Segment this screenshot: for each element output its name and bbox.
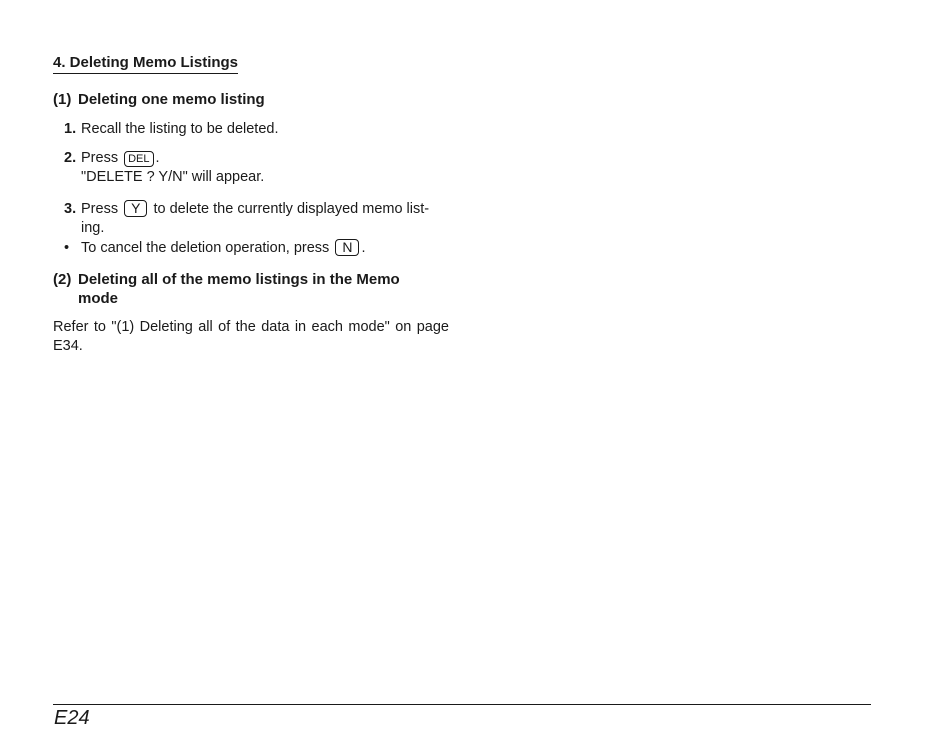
bullet-text-post: .: [361, 240, 366, 256]
reference-paragraph: Refer to "(1) Deleting all of the data in each mode" on page E34.: [53, 319, 449, 354]
step-text-post: .: [155, 150, 160, 166]
step-text-pre: Press: [81, 201, 119, 217]
step-text-continued: ing.: [81, 220, 105, 236]
section-title: 4. Deleting Memo Listings: [53, 54, 238, 74]
del-key-icon: DEL: [124, 151, 153, 167]
y-key-icon: Y: [124, 200, 147, 217]
step-text-post: to delete the currently displayed memo list-: [153, 201, 430, 217]
step-2: [64, 149, 264, 187]
page-number: E24: [54, 707, 90, 729]
step-text: Recall the listing to be deleted.: [81, 121, 279, 137]
n-key-icon: N: [335, 239, 359, 256]
subsection-title-delete-one: [53, 90, 265, 109]
subsection-number: (1): [53, 91, 72, 108]
step-text-continued: "DELETE ? Y/N" will appear.: [81, 169, 265, 185]
subsection-heading-line1: Deleting all of the memo listings in the Memo: [78, 271, 400, 288]
subsection-title-delete-all: [53, 270, 400, 308]
step-1: [64, 120, 279, 139]
step-number: 1.: [64, 121, 77, 137]
subsection-number: (2): [53, 271, 72, 288]
step-3: [64, 200, 429, 238]
bullet-icon: •: [64, 240, 70, 256]
step-number: 3.: [64, 201, 77, 217]
subsection-heading: Deleting one memo listing: [78, 91, 265, 108]
subsection-heading-line2: mode: [78, 290, 119, 307]
bullet-note: [64, 239, 365, 258]
step-number: 2.: [64, 150, 77, 166]
footer-divider: [53, 704, 871, 705]
step-text-pre: Press: [81, 150, 119, 166]
bullet-text-pre: To cancel the deletion operation, press: [81, 240, 330, 256]
